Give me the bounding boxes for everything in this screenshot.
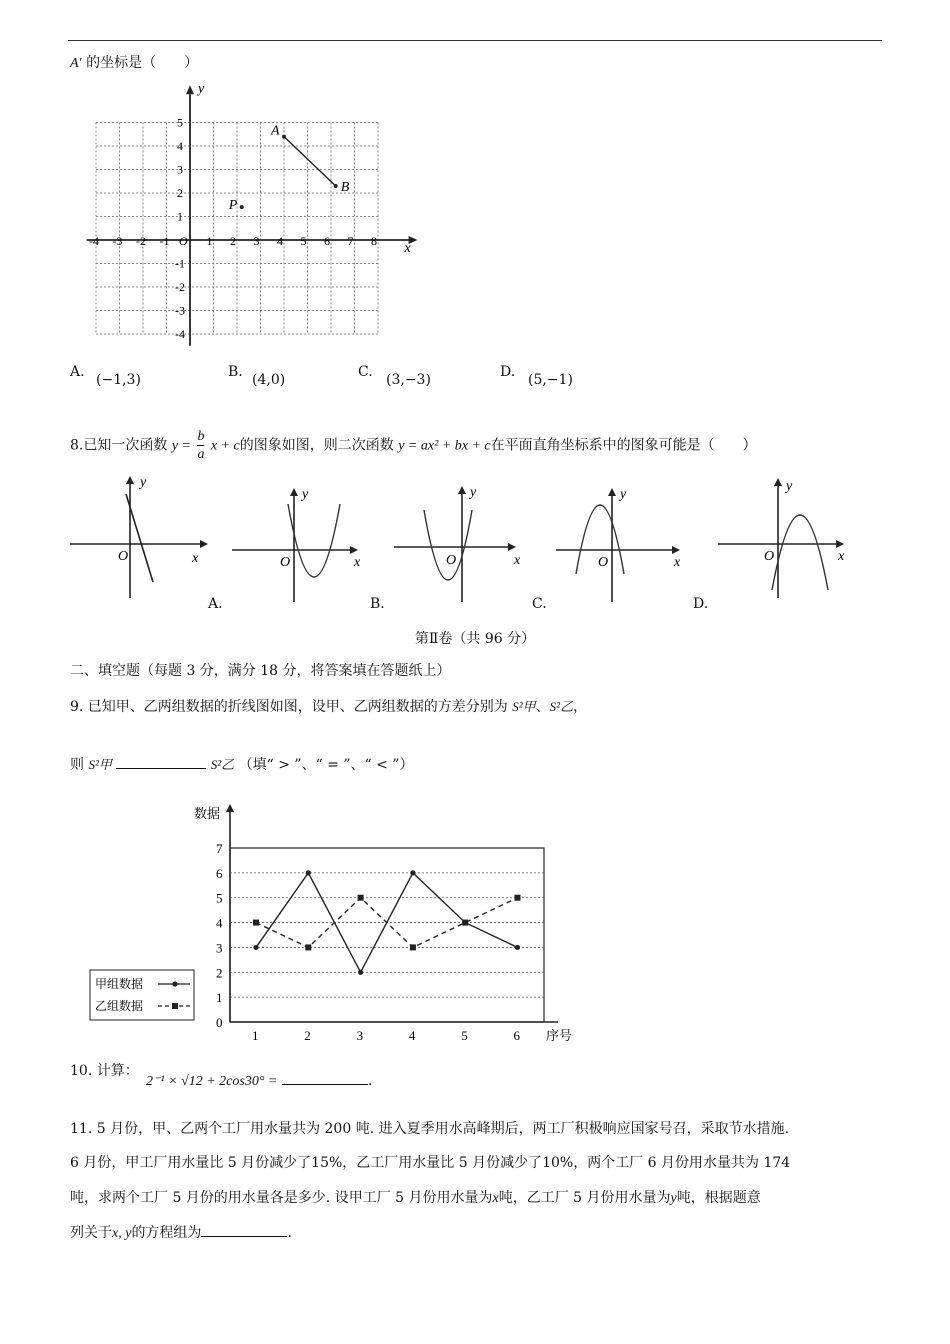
q8-graph-d xyxy=(718,478,845,598)
q7-y-tick-label: -3 xyxy=(175,303,185,318)
chart-x-axis-label: 序号 xyxy=(546,1028,573,1043)
q11-line3c: 吨，根据题意 xyxy=(676,1190,761,1206)
q7-option-a-value: (−1,3) xyxy=(96,372,141,388)
q7-x-tick-label: 8 xyxy=(371,234,377,248)
q8-number: 8. xyxy=(70,437,84,454)
q7-option-c-letter: C. xyxy=(358,364,373,380)
q7-option-c-value: (3,−3) xyxy=(386,372,431,388)
q8-text-mid: 的图象如图，则二次函数 xyxy=(239,437,394,454)
q9-sep: 、 xyxy=(535,699,550,715)
q7-y-tick-label: 4 xyxy=(177,139,183,153)
q7-option-d[interactable] xyxy=(500,364,515,380)
q9-line2-pre: 则 xyxy=(70,757,84,773)
q10-answer-blank[interactable] xyxy=(282,1070,368,1085)
q7-option-d-value: (5,−1) xyxy=(528,372,573,388)
q8-gd-origin: O xyxy=(764,549,775,564)
q8-option-a[interactable]: A. xyxy=(208,596,223,612)
chart-point-yi xyxy=(358,895,364,901)
q7-point-label: A′ xyxy=(70,56,82,71)
q9-line2 xyxy=(70,754,413,774)
q8-linear-graph xyxy=(70,475,208,598)
chart-point-jia xyxy=(515,945,520,950)
q7-point-label-b: B xyxy=(340,179,350,195)
q11-line1: 11. 5 月份，甲、乙两个工厂用水量共为 200 吨. 进入夏季用水高峰期后，两工厂积极响应国家号召，采取节水措施. xyxy=(70,1121,790,1137)
q7-x-tick-label: 3 xyxy=(253,234,260,248)
q8-g0-origin: O xyxy=(118,549,129,564)
q8-gc-y: y xyxy=(620,487,627,502)
q11-line2 xyxy=(70,1152,790,1172)
q7-stem-text: 的坐标是（ ） xyxy=(86,55,199,71)
q8-ga-origin: O xyxy=(280,555,291,570)
q11-line2c: ，两个工厂 6 月份用水量共为 174 xyxy=(573,1155,791,1171)
q8-graph-b xyxy=(394,485,521,602)
q8-g0-y: y xyxy=(140,475,147,490)
chart-y-tick-label: 3 xyxy=(216,940,223,956)
q9-var-jia: S²甲 xyxy=(512,699,536,714)
chart-y-tick-label: 4 xyxy=(216,915,223,931)
q7-y-arrow xyxy=(186,85,194,94)
q7-option-b[interactable] xyxy=(228,364,243,380)
chart-point-yi xyxy=(462,920,468,926)
q7-x-tick-label: 4 xyxy=(277,234,283,248)
chart-y-tick-label: 1 xyxy=(216,990,223,1006)
q11-line4b: 的方程组为 xyxy=(131,1225,202,1241)
chart-x-tick-label: 5 xyxy=(461,1028,468,1043)
q8-gb-x: x xyxy=(514,553,521,568)
q7-x-tick-label: -1 xyxy=(159,234,170,248)
chart-point-jia xyxy=(306,870,311,875)
q8-ga-y: y xyxy=(302,487,309,502)
q7-y-tick-label: -4 xyxy=(175,327,185,341)
q9-var-yi: S²乙 xyxy=(549,699,574,714)
q8-option-b[interactable]: B. xyxy=(370,596,385,612)
q8-fraction-num: b xyxy=(197,429,205,444)
q11-line3a: 吨，求两个工厂 5 月份的用水量各是多少. 设甲工厂 5 月份用水量为 xyxy=(70,1190,493,1206)
chart-legend-marker-1 xyxy=(172,1003,178,1009)
q7-option-b-value: (4,0) xyxy=(252,372,286,388)
q7-point-b xyxy=(334,184,338,188)
q7-option-a-letter: A. xyxy=(70,364,85,380)
q11-line2b: ，乙工厂用水量比 5 月份减少了 xyxy=(342,1155,543,1171)
q7-x-tick-label: 5 xyxy=(300,234,307,248)
q8-ga-x: x xyxy=(354,555,361,570)
q8-g0-x: x xyxy=(192,551,199,566)
q7-y-axis-label: y xyxy=(198,81,205,97)
q7-point-a xyxy=(282,135,286,139)
q7-x-tick-label: -2 xyxy=(136,234,146,248)
chart-y-tick-label: 5 xyxy=(216,890,223,906)
q7-y-tick-label: 3 xyxy=(177,162,183,177)
q10-expr-text: 2⁻¹ × √12 + 2cos30° = xyxy=(146,1074,278,1089)
q8-formula1-rest: x + c xyxy=(210,438,240,454)
q9-comma: ， xyxy=(573,699,588,715)
q7-y-tick-label: 2 xyxy=(177,186,183,200)
header-rule xyxy=(68,40,882,41)
q9-line1 xyxy=(70,696,587,716)
chart-legend-label-1: 乙组数据 xyxy=(95,999,144,1013)
q7-option-c[interactable] xyxy=(358,364,373,380)
chart-legend-label-0: 甲组数据 xyxy=(95,977,144,991)
q11-line2a: 6 月份，甲工厂用水量比 5 月份减少了 xyxy=(70,1155,312,1171)
q9-line2-var-yi: S²乙 xyxy=(210,757,235,772)
q8-gb-origin: O xyxy=(446,553,457,568)
q11-pct2: 10% xyxy=(542,1155,574,1171)
chart-x-tick-label: 2 xyxy=(304,1028,311,1043)
q8-fraction-den: a xyxy=(197,447,205,462)
q7-option-d-letter: D. xyxy=(500,364,516,380)
q10-expression xyxy=(146,1070,372,1090)
q7-x-tick-label: 2 xyxy=(230,234,236,248)
q7-grid-figure xyxy=(78,80,418,350)
q7-x-tick-label: -3 xyxy=(112,234,123,248)
q7-x-tick-label: 6 xyxy=(324,234,330,248)
q11-answer-blank[interactable] xyxy=(201,1222,287,1237)
q11-vars: x, y xyxy=(112,1226,132,1241)
chart-legend xyxy=(90,970,194,1020)
chart-point-yi xyxy=(253,920,259,926)
q11-end: . xyxy=(287,1225,292,1241)
chart-legend-marker-0 xyxy=(172,981,177,986)
q7-point-label-p: P xyxy=(228,198,238,214)
q10-end: . xyxy=(367,1073,373,1089)
q9-answer-blank[interactable] xyxy=(116,754,206,769)
q8-graphs xyxy=(60,470,860,620)
q11-pct1: 15% xyxy=(311,1155,343,1171)
q8-gd-y: y xyxy=(786,479,793,494)
q7-y-tick-label: -2 xyxy=(175,280,185,294)
q8-graph-c xyxy=(556,487,681,602)
q8-graph-a xyxy=(232,487,361,602)
q9-fill-hint: （填“ > ”、“ = ”、“ < ”） xyxy=(238,757,414,773)
chart-frame xyxy=(230,848,544,1022)
q9-line1-text: 9. 已知甲、乙两组数据的折线图如图，设甲、乙两组数据的方差分别为 xyxy=(70,699,508,715)
chart-x-tick-label: 3 xyxy=(356,1028,364,1043)
q8-option-c[interactable]: C. xyxy=(532,596,547,612)
chart-point-jia xyxy=(410,870,415,875)
q7-point-label-a: A xyxy=(271,123,280,139)
q8-stem xyxy=(70,428,757,463)
chart-y-tick-label: 0 xyxy=(216,1015,223,1030)
q7-x-axis-label: x xyxy=(404,241,411,256)
section-subtitle: 二、填空题（每题 3 分，满分 18 分，将答案填在答题纸上） xyxy=(70,663,451,679)
q7-segment-ab xyxy=(284,137,336,186)
chart-point-yi xyxy=(305,944,311,950)
q8-gd-x: x xyxy=(838,549,845,564)
chart-x-tick-label: 4 xyxy=(408,1028,416,1043)
q11-var-y: y xyxy=(670,1191,677,1206)
q7-y-tick-label: 1 xyxy=(177,209,183,224)
q7-x-tick-label: O xyxy=(179,234,188,248)
chart-x-tick-label: 1 xyxy=(252,1028,259,1043)
q7-option-a[interactable] xyxy=(70,364,85,380)
q8-fraction xyxy=(197,428,204,463)
q8-formula1-y: y = xyxy=(171,438,191,454)
chart-x-tick-label: 6 xyxy=(513,1028,520,1043)
q11-line3 xyxy=(70,1187,761,1207)
q7-y-tick-label: -1 xyxy=(175,256,185,271)
q9-line-chart xyxy=(88,800,588,1048)
chart-y-tick-label: 6 xyxy=(216,865,223,881)
q7-x-tick-label: 1 xyxy=(206,234,213,248)
q8-gc-x: x xyxy=(674,555,681,570)
chart-y-axis-label: 数据 xyxy=(194,806,221,821)
q11-line3b: 吨，乙工厂 5 月份用水量为 xyxy=(498,1190,671,1206)
q11-line4a: 列关于 xyxy=(70,1225,112,1241)
q7-stem xyxy=(70,52,198,72)
q8-formula2: y = ax² + bx + c xyxy=(398,438,491,454)
q10-label: 10. 计算： xyxy=(70,1063,139,1079)
q8-option-d[interactable]: D. xyxy=(693,596,709,612)
q7-y-tick-label: 5 xyxy=(177,115,183,130)
chart-y-tick-label: 7 xyxy=(216,841,223,856)
q9-line2-var-jia: S²甲 xyxy=(88,757,112,772)
q8-gc-origin: O xyxy=(598,555,609,570)
q7-option-b-letter: B. xyxy=(228,364,243,380)
chart-point-yi xyxy=(515,895,521,901)
q7-x-tick-label: -4 xyxy=(89,234,99,248)
q8-gb-y: y xyxy=(470,485,477,500)
q8-text-pre: 已知一次函数 xyxy=(83,437,168,454)
chart-point-jia xyxy=(358,970,363,975)
chart-y-tick-label: 2 xyxy=(216,965,223,981)
section-title: 第Ⅱ卷（共 96 分） xyxy=(414,631,536,647)
q11-var-x: x xyxy=(492,1191,499,1206)
chart-point-yi xyxy=(410,944,416,950)
q8-text-post: 在平面直角坐标系中的图象可能是（ ） xyxy=(490,437,757,454)
chart-y-arrow xyxy=(226,804,234,812)
q11-line4 xyxy=(70,1222,292,1242)
q7-point-p xyxy=(240,205,244,209)
chart-point-jia xyxy=(253,945,258,950)
q7-x-tick-label: 7 xyxy=(347,234,354,248)
